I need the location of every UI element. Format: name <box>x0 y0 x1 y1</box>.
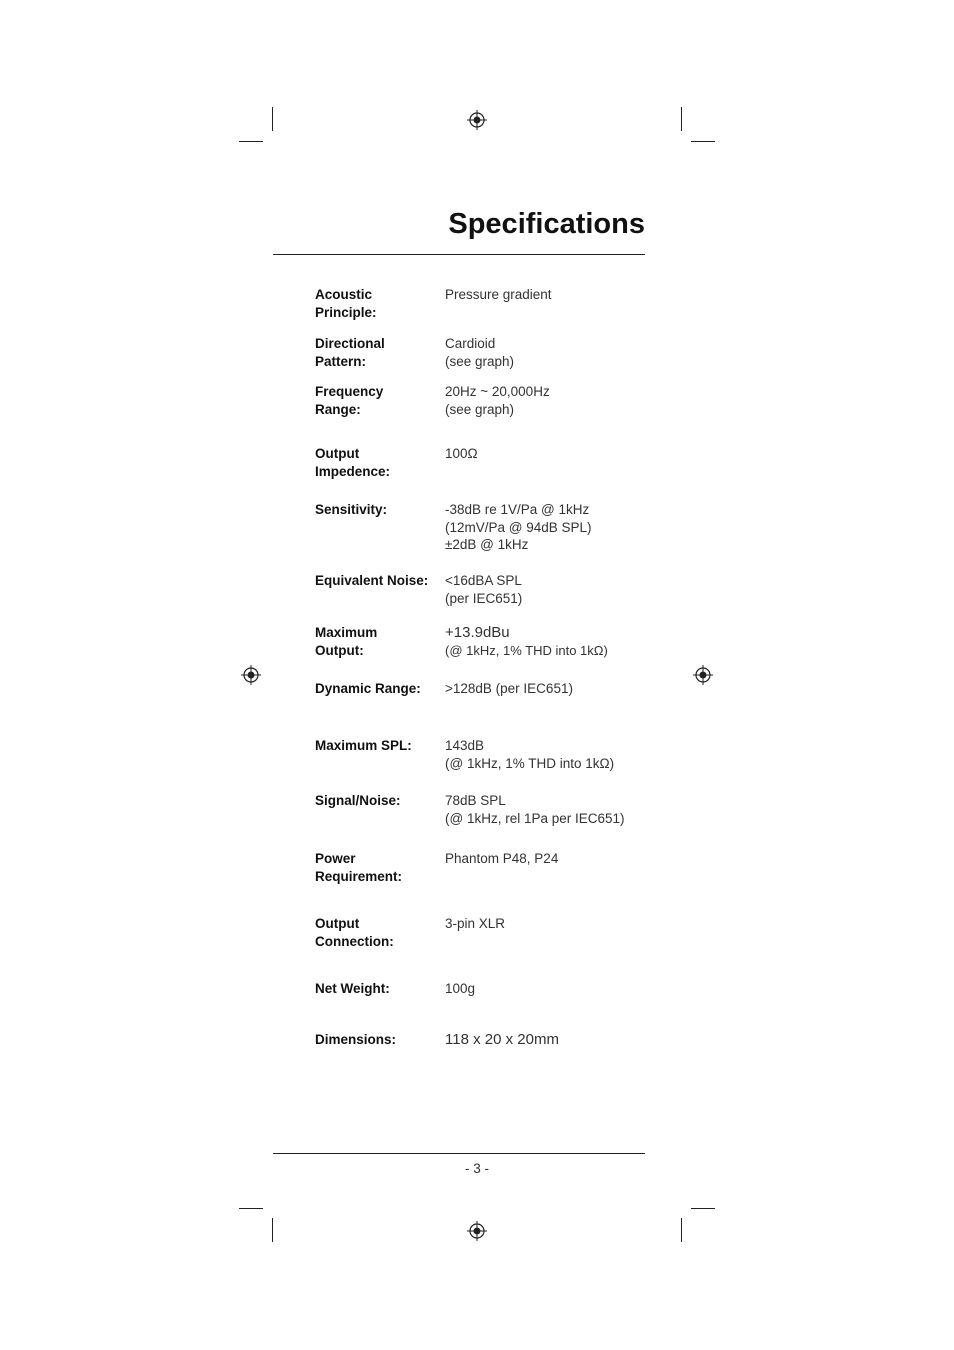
registration-mark-icon <box>693 665 713 685</box>
spec-label: Directional Pattern: <box>315 336 385 369</box>
spec-value: Pressure gradient <box>445 287 552 302</box>
spec-value: 3-pin XLR <box>445 916 506 931</box>
spec-value <box>445 1031 645 1049</box>
spec-label: Frequency Range: <box>315 384 384 417</box>
spec-label-line: Acoustic Principle: <box>315 287 377 320</box>
spec-label: Dimensions: <box>315 1032 397 1047</box>
spec-value: 78dB SPL (@ 1kHz, rel 1Pa per IEC651) <box>445 793 625 826</box>
crop-mark <box>239 141 263 142</box>
spec-label: Sensitivity: <box>315 502 388 517</box>
spec-label: Output Impedence: <box>315 446 391 479</box>
spec-value: 143dB (@ 1kHz, 1% THD into 1kΩ) <box>445 738 615 771</box>
crop-mark <box>681 107 682 131</box>
title-rule <box>273 254 645 255</box>
crop-mark <box>681 1218 682 1242</box>
spec-value: <16dBA SPL (per IEC651) <box>445 573 523 606</box>
spec-label: Net Weight: <box>315 981 390 996</box>
registration-mark-icon <box>241 665 261 685</box>
registration-mark-icon <box>467 110 487 130</box>
spec-value-main: +13.9dBu <box>445 624 510 641</box>
crop-mark <box>239 1208 263 1209</box>
crop-mark <box>691 141 715 142</box>
spec-label: Maximum SPL: <box>315 738 412 753</box>
page-number: - 3 - <box>464 1161 489 1176</box>
registration-mark-icon <box>467 1221 487 1241</box>
spec-value: Phantom P48, P24 <box>445 851 559 866</box>
crop-mark <box>272 107 273 131</box>
spec-value: 100Ω <box>445 446 478 461</box>
spec-value-main: 118 x 20 x 20mm <box>445 1031 559 1048</box>
spec-value-sub: (@ 1kHz, 1% THD into 1kΩ) <box>445 642 608 658</box>
spec-value: 100g <box>445 981 476 996</box>
spec-value: >128dB (per IEC651) <box>445 681 573 696</box>
crop-mark <box>272 1218 273 1242</box>
spec-label: Signal/Noise: <box>315 793 401 808</box>
spec-label: Power Requirement: <box>315 851 403 884</box>
spec-value: -38dB re 1V/Pa @ 1kHz (12mV/Pa @ 94dB SPL) ±2dB @ 1kHz <box>445 502 592 552</box>
spec-value: 20Hz ~ 20,000Hz (see graph) <box>445 384 550 417</box>
spec-value <box>445 624 645 659</box>
spec-label <box>315 286 440 321</box>
spec-label: Equivalent Noise: <box>315 573 429 588</box>
spec-label: Dynamic Range: <box>315 681 421 696</box>
footer-rule <box>273 1153 645 1154</box>
spec-label: Output Connection: <box>315 916 394 949</box>
spec-label: Maximum Output: <box>315 625 378 658</box>
spec-value: Cardioid (see graph) <box>445 336 515 369</box>
crop-mark <box>691 1208 715 1209</box>
page-title: Specifications <box>448 208 645 240</box>
